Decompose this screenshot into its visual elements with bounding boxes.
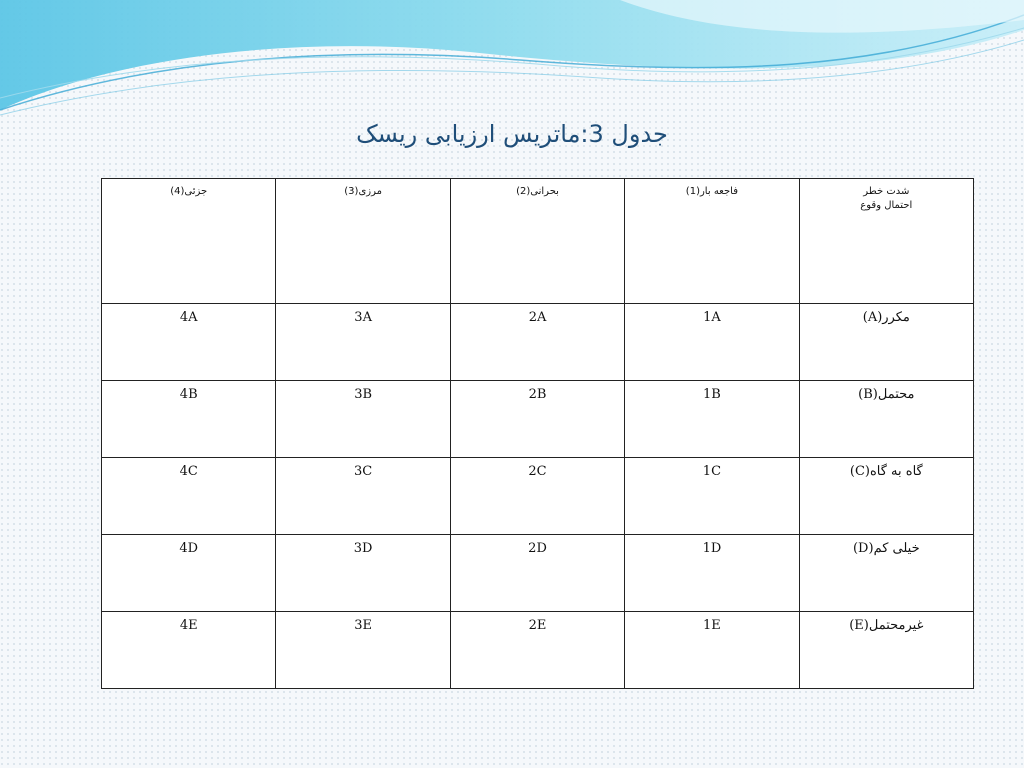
row-label-occasional	[799, 458, 973, 535]
table-header-row	[102, 179, 974, 304]
risk-cell: 3D	[276, 535, 450, 612]
column-header-marginal: مرزی(3)	[276, 179, 450, 304]
column-header-critical: بحرانی(2)	[450, 179, 624, 304]
risk-cell: 4E	[102, 612, 276, 689]
likelihood-label: احتمال وقوع	[860, 200, 913, 211]
risk-cell: 1B	[625, 381, 799, 458]
risk-cell: 1E	[625, 612, 799, 689]
header-wave-banner	[0, 0, 1024, 120]
risk-cell: 4D	[102, 535, 276, 612]
risk-cell: 4C	[102, 458, 276, 535]
row-label-frequent	[799, 304, 973, 381]
row-label-text: غیرمحتمل	[868, 618, 924, 633]
row-label-text: مکرر	[882, 310, 910, 325]
risk-cell: 1D	[625, 535, 799, 612]
risk-cell: 3A	[276, 304, 450, 381]
risk-cell: 4B	[102, 381, 276, 458]
severity-label: شدت خطر	[863, 186, 910, 197]
risk-cell: 1C	[625, 458, 799, 535]
risk-cell: 2E	[450, 612, 624, 689]
risk-cell: 2C	[450, 458, 624, 535]
row-label-code: (C)	[849, 464, 870, 479]
table-row	[102, 535, 974, 612]
table-row	[102, 304, 974, 381]
risk-matrix-table	[101, 178, 974, 689]
row-label-text: محتمل	[877, 387, 915, 402]
risk-cell: 1A	[625, 304, 799, 381]
risk-cell: 3E	[276, 612, 450, 689]
row-label-improbable	[799, 612, 973, 689]
risk-cell: 3B	[276, 381, 450, 458]
risk-cell: 3C	[276, 458, 450, 535]
table-row	[102, 612, 974, 689]
risk-cell: 4A	[102, 304, 276, 381]
row-label-remote	[799, 535, 973, 612]
row-label-text: خیلی کم	[873, 541, 920, 556]
row-label-code: (A)	[862, 310, 883, 325]
row-label-text: گاه به گاه	[869, 464, 923, 479]
risk-cell: 2A	[450, 304, 624, 381]
column-header-catastrophic: فاجعه بار(1)	[625, 179, 799, 304]
row-label-code: (B)	[858, 387, 878, 402]
page-title: جدول 3:ماتریس ارزیابی ریسک	[356, 120, 668, 148]
risk-cell: 2B	[450, 381, 624, 458]
column-header-negligible: جزئی(4)	[102, 179, 276, 304]
table-row	[102, 381, 974, 458]
row-label-probable	[799, 381, 973, 458]
corner-header-cell	[799, 179, 973, 304]
row-label-code: (E)	[849, 618, 869, 633]
table-row	[102, 458, 974, 535]
row-label-code: (D)	[852, 541, 874, 556]
risk-cell: 2D	[450, 535, 624, 612]
